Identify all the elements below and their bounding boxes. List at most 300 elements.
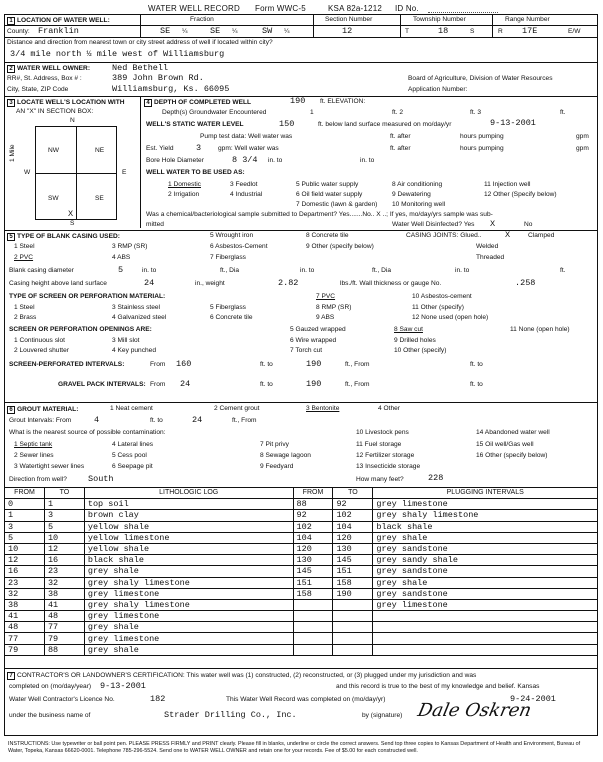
table-row [5, 555, 598, 566]
gw-1: 1 [310, 109, 314, 116]
table-row [5, 566, 598, 577]
yield-hours: hours pumping [460, 145, 504, 152]
compass-w: W [24, 169, 31, 176]
bore-and: in. to [360, 157, 375, 164]
chem-mitted: mitted [146, 221, 164, 228]
table-cell: 120 [333, 532, 373, 543]
business-value: Strader Drilling Co., Inc. [164, 710, 297, 720]
table-cell: 23 [5, 577, 45, 588]
contamination-option-4: 5 Cess pool [112, 452, 147, 459]
r-label: R [498, 28, 503, 35]
quadrant-ne: NE [95, 147, 105, 154]
contamination-option-15: 16 Other (specify below) [476, 452, 548, 459]
yield-after: ft. after [390, 145, 411, 152]
table-cell: 48 [5, 622, 45, 633]
contamination-option-12: 13 Insecticide storage [356, 463, 421, 470]
weight-rest: lbs./ft. Wall thickness or gauge No. [340, 280, 442, 287]
contamination-option-13: 14 Abandoned water well [476, 429, 550, 436]
contamination-label: What is the nearest source of possible contamination: [9, 429, 166, 436]
table-row [5, 622, 598, 633]
screen-option-2: 3 Stainless steel [112, 304, 161, 311]
use-option-7: 6 Oil field water supply [296, 191, 363, 198]
gpi-ft-from: ft., From [345, 381, 370, 388]
screen-option-9: 10 Asbestos-cement [412, 293, 472, 300]
quarter-2: ¼ [232, 28, 238, 35]
business-label: under the business name of [9, 712, 91, 719]
table-cell [373, 611, 598, 622]
table-cell: 88 [293, 499, 333, 510]
joints-clamped: Clamped [528, 232, 555, 239]
screen-option-6: 7 PVC [316, 293, 336, 300]
application-label: Application Number: [408, 86, 468, 93]
lithologic-log-table [4, 487, 598, 656]
casing-concrete: 8 Concrete tile [306, 232, 349, 239]
contamination-option-0: 1 Septic tank [14, 441, 53, 448]
screen-material-label: TYPE OF SCREEN OR PERFORATION MATERIAL: [9, 293, 166, 300]
contamination-option-5: 6 Seepage pit [112, 463, 153, 470]
table-cell: 12 [44, 543, 84, 554]
table-cell: 104 [333, 521, 373, 532]
section-value: 12 [342, 26, 353, 36]
table-cell: 5 [5, 532, 45, 543]
direction-value: South [88, 474, 114, 484]
table-cell: grey limestone [84, 633, 293, 644]
casing-other: 9 Other (specify below) [306, 243, 374, 250]
diam-ft-dia-2: ft., Dia [372, 267, 392, 274]
table-cell: 102 [333, 510, 373, 521]
screen-intervals-label: SCREEN-PERFORATED INTERVALS: [9, 361, 125, 368]
table-cell: 79 [5, 644, 45, 655]
table-cell: 0 [5, 499, 45, 510]
table-cell: 77 [44, 622, 84, 633]
spi-ft-from: ft., From [345, 361, 370, 368]
table-cell: 92 [333, 499, 373, 510]
section-number-label: Section Number [325, 16, 373, 23]
spi-ft-to-2: ft. to [470, 361, 483, 368]
township-value: 18 [438, 26, 449, 36]
screen-option-8: 9 ABS [316, 314, 335, 321]
county-value: Franklin [38, 26, 79, 36]
direction-label: Direction from well? [9, 476, 67, 483]
static-level-rest: ft. below land surface measured on mo/day/yr [318, 121, 452, 128]
opening-option-8: 9 Drilled holes [394, 337, 436, 344]
quadrant-se: SE [95, 195, 104, 202]
table-row [5, 588, 598, 599]
gravel-intervals-label: GRAVEL PACK INTERVALS: [58, 381, 146, 388]
yield-gpm: gpm [576, 145, 589, 152]
table-cell: yellow limestone [84, 532, 293, 543]
table-cell [373, 633, 598, 644]
use-option-2: 5 Public water supply [296, 181, 359, 188]
table-cell: 5 [44, 521, 84, 532]
use-option-10: 7 Domestic (lawn & garden) [296, 201, 378, 208]
id-label: ID No. [395, 4, 419, 13]
table-cell: 130 [333, 543, 373, 554]
opening-option-6: 7 Torch cut [290, 347, 323, 354]
s3-label: 3 LOCATE WELL'S LOCATION WITH [7, 99, 125, 107]
ew-label: E/W [568, 28, 581, 35]
screen-option-11: 12 None used (open hole) [412, 314, 489, 321]
quarter-1: ¼ [182, 28, 188, 35]
grout-neat: 1 Neat cement [110, 405, 153, 412]
table-cell [293, 644, 333, 655]
table-cell: grey sandstone [373, 566, 598, 577]
gpi-to: 190 [306, 379, 322, 389]
owner-value: Ned Bethell [112, 63, 169, 73]
grout-intervals-label: Grout Intervals: From [9, 417, 72, 424]
use-option-0: 1 Domestic [168, 181, 201, 188]
casing-fiberglass: 7 Fiberglass [210, 254, 246, 261]
table-cell: 32 [5, 588, 45, 599]
table-cell: 92 [293, 510, 333, 521]
signature-label: by (signature) [362, 712, 403, 719]
table-cell: 104 [293, 532, 333, 543]
table-cell: 10 [5, 543, 45, 554]
table-cell: 1 [44, 499, 84, 510]
table-cell: 23 [44, 566, 84, 577]
table-cell: grey limestone [84, 611, 293, 622]
table-row [5, 644, 598, 655]
static-level-label: WELL'S STATIC WATER LEVEL [146, 121, 244, 128]
license-label: Water Well Contractor's Licence No. [9, 696, 115, 703]
table-cell: black shale [373, 521, 598, 532]
table-cell [373, 622, 598, 633]
pump-after: ft. after [390, 133, 411, 140]
diam-in-to-2: in. to [300, 267, 315, 274]
screen-option-5: 6 Concrete tile [210, 314, 253, 321]
table-cell: grey shaly limestone [84, 577, 293, 588]
feet-label: How many feet? [356, 476, 404, 483]
contamination-option-7: 8 Sewage lagoon [260, 452, 311, 459]
table-row [5, 510, 598, 521]
quarter-3: ¼ [284, 28, 290, 35]
screen-option-3: 4 Galvanized steel [112, 314, 167, 321]
bore-in-to: in. to [268, 157, 283, 164]
col-litho: LITHOLOGIC LOG [84, 488, 293, 499]
use-option-3: 8 Air conditioning [392, 181, 443, 188]
board-label: Board of Agriculture, Division of Water Resources [408, 75, 553, 82]
col-to-2: TO [333, 488, 373, 499]
use-option-5: 2 Irrigation [168, 191, 200, 198]
table-cell: grey sandstone [373, 588, 598, 599]
table-row [5, 577, 598, 588]
contamination-option-10: 11 Fuel storage [356, 441, 402, 448]
table-cell: top soil [84, 499, 293, 510]
feet-value: 228 [428, 473, 444, 483]
table-cell: 12 [5, 555, 45, 566]
casing-wrought: 5 Wrought iron [210, 232, 254, 239]
opening-option-1: 2 Louvered shutter [14, 347, 69, 354]
table-cell: 88 [44, 644, 84, 655]
table-cell: 130 [293, 555, 333, 566]
static-level-value: 150 [279, 119, 295, 129]
distance-value: 3/4 mile north ½ mile west of Williamsburg [10, 49, 225, 59]
opening-option-0: 1 Continuous slot [14, 337, 65, 344]
location-mark: X [68, 209, 74, 219]
pump-test-label: Pump test data: Well water was [200, 133, 293, 140]
grout-to: 24 [192, 415, 203, 425]
t-label: T [405, 28, 410, 35]
table-cell: grey shaly limestone [84, 599, 293, 610]
fraction-3: SW [262, 26, 273, 36]
use-option-11: 10 Monitoring well [392, 201, 446, 208]
table-cell: 41 [5, 611, 45, 622]
table-row [5, 532, 598, 543]
mile-label: 1 Mile [9, 144, 16, 162]
table-cell: grey sandstone [373, 543, 598, 554]
screen-option-1: 2 Brass [14, 314, 37, 321]
table-cell: grey shale [373, 532, 598, 543]
table-cell: grey sandy shale [373, 555, 598, 566]
form-number: Form WWC-5 [255, 4, 306, 13]
col-from-2: FROM [293, 488, 333, 499]
table-cell [293, 611, 333, 622]
table-cell [333, 644, 373, 655]
table-cell: 79 [44, 633, 84, 644]
gw-ft: ft. [560, 109, 566, 116]
s3-label2: AN "X" IN SECTION BOX: [16, 108, 94, 115]
contamination-option-9: 10 Livestock pens [356, 429, 409, 436]
joints-welded: Welded [476, 243, 499, 250]
table-cell: yellow shale [84, 521, 293, 532]
diam-ft-dia: ft., Dia [220, 267, 240, 274]
record-completed-label: This Water Well Record was completed on (mo/day/yr) [226, 696, 386, 703]
openings-label: SCREEN OR PERFORATION OPENINGS ARE: [9, 326, 152, 333]
address-value: 389 John Brown Rd. [112, 73, 204, 83]
screen-option-10: 11 Other (specify) [412, 304, 464, 311]
screen-option-4: 5 Fiberglass [210, 304, 246, 311]
opening-option-9: 10 Other (specify) [394, 347, 447, 354]
elevation-label: ft. ELEVATION: [320, 98, 366, 105]
pump-hours: hours pumping [460, 133, 504, 140]
instructions-footer: INSTRUCTIONS: Use typewriter or ball point pen. PLEASE PRESS FIRMLY and PRINT clearly. Please fill in blanks, underline or circle the correct answers. Send top three copies to Kansas Department of Health and Environment, Bureau of Water, Topeka, Kansas 66620-0001. Telephone 785-296-5524. Send one to WATER WELL OWNER and retain one for your records. Fee of $5.00 for each constructed well. [8, 741, 581, 754]
table-cell: black shale [84, 555, 293, 566]
table-row [5, 599, 598, 610]
weight-value: 2.82 [278, 278, 299, 288]
compass-e: E [122, 169, 127, 176]
signature: Dale Oskren [415, 700, 534, 721]
casing-asbestos: 6 Asbestos-Cement [210, 243, 268, 250]
s2-label: 2 WATER WELL OWNER: [7, 65, 90, 73]
table-cell: brown clay [84, 510, 293, 521]
yield-value: 3 [196, 143, 202, 153]
use-option-8: 9 Dewatering [392, 191, 431, 198]
table-cell: yellow shale [84, 543, 293, 554]
bore-value: 8 3/4 [232, 155, 258, 165]
diam-in-to: in. to [142, 267, 157, 274]
table-cell: 190 [333, 588, 373, 599]
gpi-from-label: From [150, 381, 166, 388]
yield-label: Est. Yield [146, 145, 174, 152]
diam-ft: ft. [560, 267, 566, 274]
address-label: RR#, St. Address, Box # : [7, 75, 82, 82]
gpi-from: 24 [180, 379, 191, 389]
gw-3: ft. 3 [470, 109, 481, 116]
contamination-option-11: 12 Fertilizer storage [356, 452, 415, 459]
use-label: WELL WATER TO BE USED AS: [146, 169, 245, 176]
county-label: County: [7, 28, 30, 35]
grout-other: 4 Other [378, 405, 400, 412]
spi-from: 160 [176, 359, 192, 369]
use-option-9: 12 Other (Specify below) [484, 191, 557, 198]
table-cell: 38 [5, 599, 45, 610]
table-row [5, 499, 598, 510]
diam-in-to-3: in. to [455, 267, 470, 274]
table-cell: grey limestone [373, 499, 598, 510]
contamination-option-1: 2 Sewer lines [14, 452, 54, 459]
table-row [5, 611, 598, 622]
s5-label: 5 TYPE OF BLANK CASING USED: [7, 233, 120, 241]
screen-option-7: 8 RMP (SR) [316, 304, 352, 311]
table-cell: 1 [5, 510, 45, 521]
table-cell: 16 [5, 566, 45, 577]
city-label: City, State, ZIP Code [7, 86, 69, 93]
table-cell: 102 [293, 521, 333, 532]
table-cell: grey shale [84, 566, 293, 577]
casing-steel: 1 Steel [14, 243, 35, 250]
table-cell: 151 [293, 577, 333, 588]
s4-label: 4 DEPTH OF COMPLETED WELL [144, 99, 251, 107]
use-option-6: 4 Industrial [230, 191, 263, 198]
table-cell: 16 [44, 555, 84, 566]
s6-label: 6 GROUT MATERIAL: [7, 406, 78, 414]
contamination-option-8: 9 Feedyard [260, 463, 294, 470]
table-cell: grey shale [84, 644, 293, 655]
gw-2: ft. 2 [392, 109, 403, 116]
table-cell: grey limestone [84, 588, 293, 599]
gpi-ft-to-2: ft. to [470, 381, 483, 388]
s-label: S [470, 28, 475, 35]
table-cell: 158 [293, 588, 333, 599]
contamination-option-6: 7 Pit privy [260, 441, 289, 448]
table-row [5, 521, 598, 532]
table-cell [293, 599, 333, 610]
contamination-option-3: 4 Lateral lines [112, 441, 154, 448]
col-to: TO [44, 488, 84, 499]
ksa-ref: KSA 82a-1212 [328, 4, 382, 13]
bore-label: Bore Hole Diameter [146, 157, 204, 164]
diameter-label: Blank casing diameter [9, 267, 74, 274]
contamination-option-2: 3 Watertight sewer lines [14, 463, 85, 470]
table-cell: 48 [44, 611, 84, 622]
table-cell [293, 633, 333, 644]
city-value: Williamsburg, Ks. 66095 [112, 84, 230, 94]
record-completed-date: 9-24-2001 [510, 694, 556, 704]
table-cell: 32 [44, 577, 84, 588]
s1-label: 1 LOCATION OF WATER WELL: [7, 17, 110, 25]
disinfected-label: Water Well Disinfected? Yes [392, 221, 475, 228]
table-cell: 3 [44, 510, 84, 521]
table-cell: grey shaly limestone [373, 510, 598, 521]
weight-label: in., weight [195, 280, 225, 287]
disinfected-no: No [524, 221, 533, 228]
casing-pvc: 2 PVC [14, 254, 34, 261]
opening-option-3: 4 Key punched [112, 347, 156, 354]
chem-sample-label: Was a chemical/bacteriological sample submitted to Department? Yes.......No.. X ..; If yes, mo/day/yrs sample was sub- [146, 211, 493, 218]
completed-date: 9-13-2001 [100, 681, 146, 691]
screen-option-0: 1 Steel [14, 304, 35, 311]
range-number-label: Range Number [505, 16, 550, 23]
table-cell: 10 [44, 532, 84, 543]
table-cell: 3 [5, 521, 45, 532]
grout-bentonite: 3 Bentonite [306, 405, 340, 412]
table-cell: grey limestone [373, 599, 598, 610]
yield-rest: gpm: Well water was [218, 145, 279, 152]
grout-ft-from: ft., From [232, 417, 257, 424]
table-cell: 158 [333, 577, 373, 588]
quadrant-sw: SW [48, 195, 59, 202]
disinfected-x: X [490, 219, 496, 229]
joints-glued-x: X [505, 230, 511, 240]
table-row [5, 543, 598, 554]
opening-option-7: 8 Saw cut [394, 326, 423, 333]
spi-from-label: From [150, 361, 166, 368]
casing-abs: 4 ABS [112, 254, 131, 261]
pump-gpm: gpm [576, 133, 589, 140]
col-plugging: PLUGGING INTERVALS [373, 488, 598, 499]
diameter-value: 5 [118, 265, 124, 275]
col-from: FROM [5, 488, 45, 499]
fraction-label: Fraction [190, 16, 214, 23]
height-value: 24 [144, 278, 155, 288]
completed-label: completed on (mo/day/year) [9, 683, 92, 690]
table-cell: 38 [44, 588, 84, 599]
opening-option-10: 11 None (open hole) [510, 326, 570, 333]
table-cell [333, 622, 373, 633]
static-date: 9-13-2001 [490, 118, 536, 128]
table-cell: 151 [333, 566, 373, 577]
form-title: WATER WELL RECORD [148, 4, 240, 13]
license-value: 182 [150, 694, 166, 704]
certification-rest: and this record is true to the best of my knowledge and belief. Kansas [336, 683, 540, 690]
opening-option-2: 3 Mill slot [112, 337, 140, 344]
table-cell [333, 611, 373, 622]
depth-value: 190 [290, 96, 306, 106]
contamination-option-14: 15 Oil well/Gas well [476, 441, 534, 448]
range-value: 17E [522, 26, 538, 36]
grout-from: 4 [94, 415, 100, 425]
grout-ft-to: ft. to [150, 417, 163, 424]
table-cell: 145 [293, 566, 333, 577]
fraction-1: SE [160, 26, 171, 36]
s7-label: 7 CONTRACTOR'S OR LANDOWNER'S CERTIFICATION: This water well was (1) constructed, (2) reconstructed, or (3) plugged under my jurisdiction and was [7, 672, 476, 680]
table-cell: 41 [44, 599, 84, 610]
grout-cement: 2 Cement grout [214, 405, 260, 412]
casing-rmp: 3 RMP (SR) [112, 243, 148, 250]
table-cell: grey shale [84, 622, 293, 633]
height-label: Casing height above land surface [9, 280, 107, 287]
table-cell: 145 [333, 555, 373, 566]
use-option-4: 11 Injection well [484, 181, 531, 188]
compass-s: S [70, 220, 75, 227]
compass-n: N [70, 117, 75, 124]
table-row [5, 633, 598, 644]
opening-option-4: 5 Gauzed wrapped [290, 326, 346, 333]
table-cell [333, 633, 373, 644]
gpi-ft-to: ft. to [260, 381, 273, 388]
casing-joints-label: CASING JOINTS: Glued.. [406, 232, 482, 239]
table-cell: grey shale [373, 577, 598, 588]
joints-threaded: Threaded [476, 254, 505, 261]
quadrant-nw: NW [48, 147, 59, 154]
spi-ft-to: ft. to [260, 361, 273, 368]
fraction-2: SE [210, 26, 221, 36]
spi-to: 190 [306, 359, 322, 369]
use-option-1: 3 Feedlot [230, 181, 258, 188]
distance-label: Distance and direction from nearest town or city street address of well if located within city? [7, 39, 273, 46]
table-cell [373, 644, 598, 655]
opening-option-5: 6 Wire wrapped [290, 337, 337, 344]
